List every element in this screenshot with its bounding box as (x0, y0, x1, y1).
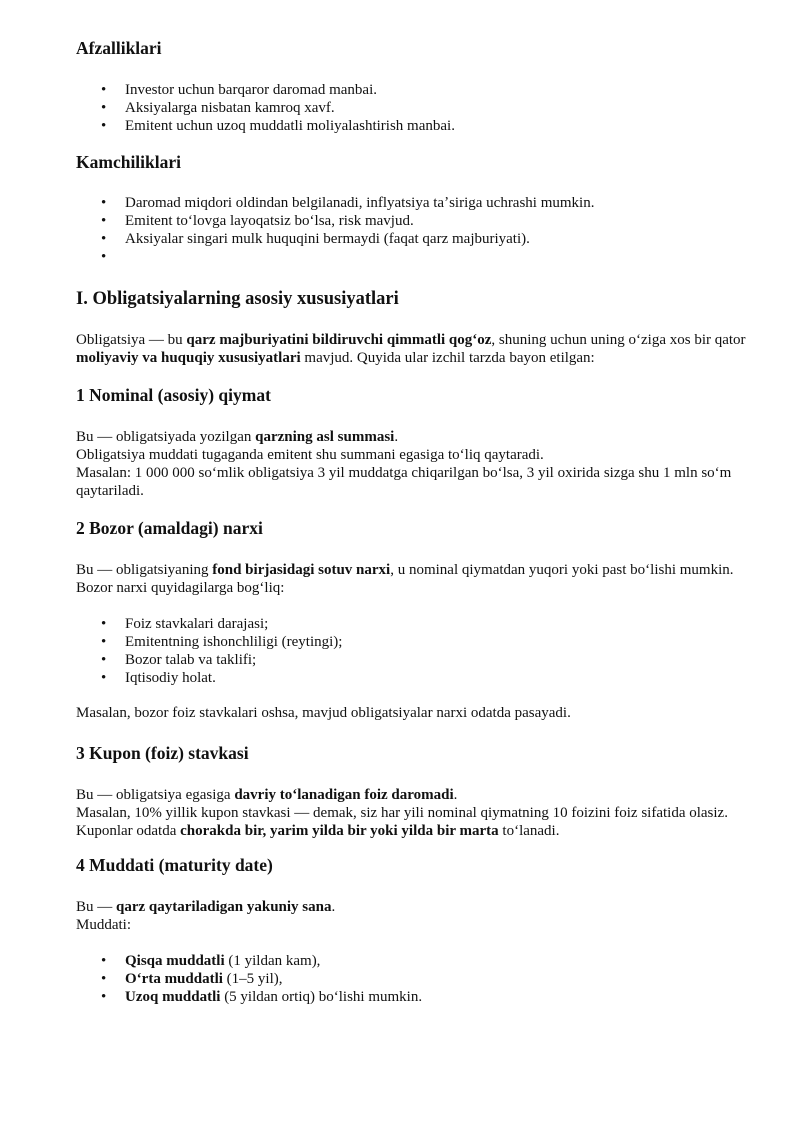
market-example-paragraph: Masalan, bozor foiz stavkalari oshsa, mavjud obligatsiyalar narxi odatda pasayadi. (76, 705, 571, 721)
section-heading-afzalliklari: Afzalliklari (76, 38, 162, 58)
text-run: Obligatsiya muddati tugaganda emitent shu summani egasiga toʻliq qaytaradi. (76, 447, 544, 463)
list-item-empty (125, 248, 746, 266)
text-run: Bu — obligatsiyaning (76, 562, 213, 578)
text-run: Obligatsiya — bu (76, 332, 187, 348)
bold-run: fond birjasidagi sotuv narxi (212, 562, 391, 578)
list-item: • Daromad miqdori oldindan belgilanadi, inflyatsiya taʼsiriga uchrashi mumkin. (125, 194, 746, 212)
text-run: . (331, 899, 336, 915)
list-item (125, 988, 746, 1006)
text-run: Bu — obligatsiya egasiga (76, 787, 235, 803)
list-item: • Emitent uchun uzoq muddatli moliyalashtirish manbai. (125, 117, 746, 135)
bold-run: Uzoq muddatli (125, 989, 221, 1005)
disadvantages-list (76, 194, 746, 266)
list-item: • Aksiyalar singari mulk huquqini bermaydi (faqat qarz majburiyati). (125, 230, 746, 248)
bold-run: chorakda bir, yarim yilda bir yoki yilda bir marta (180, 823, 499, 839)
coupon-paragraph (76, 786, 746, 840)
list-item: • Emitentning ishonchliligi (reytingi); (125, 633, 746, 651)
market-paragraph (76, 561, 746, 597)
subsection-heading-nominal: 1 Nominal (asosiy) qiymat (76, 385, 271, 405)
advantages-list (76, 81, 746, 135)
list-item: • Bozor talab va taklifi; (125, 651, 746, 669)
text-run: Masalan: 1 000 000 soʻmlik obligatsiya 3 yil muddatga chiqarilgan boʻlsa, 3 yil oxirida sizga shu 1 mln soʻm qaytariladi. (76, 465, 732, 499)
text-run: Bu — obligatsiyada yozilgan (76, 429, 256, 445)
list-item (125, 952, 746, 970)
maturity-paragraph (76, 898, 746, 934)
list-item: • Emitent toʻlovga layoqatsiz boʻlsa, risk mavjud. (125, 212, 746, 230)
text-run: mavjud. Quyida ular izchil tarzda bayon etilgan: (300, 350, 595, 366)
bold-run: Oʻrta muddatli (125, 971, 223, 987)
bold-run: qarz majburiyatini bildiruvchi qimmatli qogʻoz (186, 332, 492, 348)
text-run: . (394, 429, 399, 445)
text-run: Bu — (76, 899, 117, 915)
text-run: , shuning uchun uning oʻziga xos bir qator (491, 332, 746, 348)
text-run: , u nominal qiymatdan yuqori yoki past boʻlishi mumkin. (390, 562, 734, 578)
text-run: Kuponlar odatda (76, 823, 181, 839)
subsection-heading-kupon: 3 Kupon (foiz) stavkasi (76, 743, 249, 763)
list-item: • Investor uchun barqaror daromad manbai. (125, 81, 746, 99)
bold-run: qarzning asl summasi (255, 429, 395, 445)
document-page (76, 38, 746, 1023)
text-run: (1–5 yil), (222, 971, 283, 987)
list-item: • Iqtisodiy holat. (125, 669, 746, 687)
maturity-types-list (76, 952, 746, 1006)
subsection-heading-muddati: 4 Muddati (maturity date) (76, 855, 273, 875)
chapter-heading: I. Obligatsiyalarning asosiy xususiyatlari (76, 289, 399, 309)
bold-run: Qisqa muddatli (125, 953, 225, 969)
text-run: . (453, 787, 458, 803)
text-run: Masalan, 10% yillik kupon stavkasi — demak, siz har yili nominal qiymatning 10 foizini foiz sifatida olasiz. (76, 805, 728, 821)
text-run: Bozor narxi quyidagilarga bogʻliq: (76, 580, 285, 596)
text-run: (1 yildan kam), (224, 953, 321, 969)
list-item: • Foiz stavkalari darajasi; (125, 615, 746, 633)
list-item: • Aksiyalarga nisbatan kamroq xavf. (125, 99, 746, 117)
text-run: (5 yildan ortiq) boʻlishi mumkin. (220, 989, 423, 1005)
market-factors-list (76, 615, 746, 687)
bold-run: davriy toʻlanadigan foiz daromadi (234, 787, 454, 803)
nominal-paragraph (76, 428, 746, 500)
text-run: toʻlanadi. (498, 823, 560, 839)
bold-run: moliyaviy va huquqiy xususiyatlari (76, 350, 301, 366)
subsection-heading-bozor: 2 Bozor (amaldagi) narxi (76, 518, 263, 538)
list-item (125, 970, 746, 988)
text-run: Muddati: (76, 917, 131, 933)
bold-run: qarz qaytariladigan yakuniy sana (116, 899, 332, 915)
intro-paragraph (76, 331, 746, 367)
section-heading-kamchiliklari: Kamchiliklari (76, 152, 181, 172)
